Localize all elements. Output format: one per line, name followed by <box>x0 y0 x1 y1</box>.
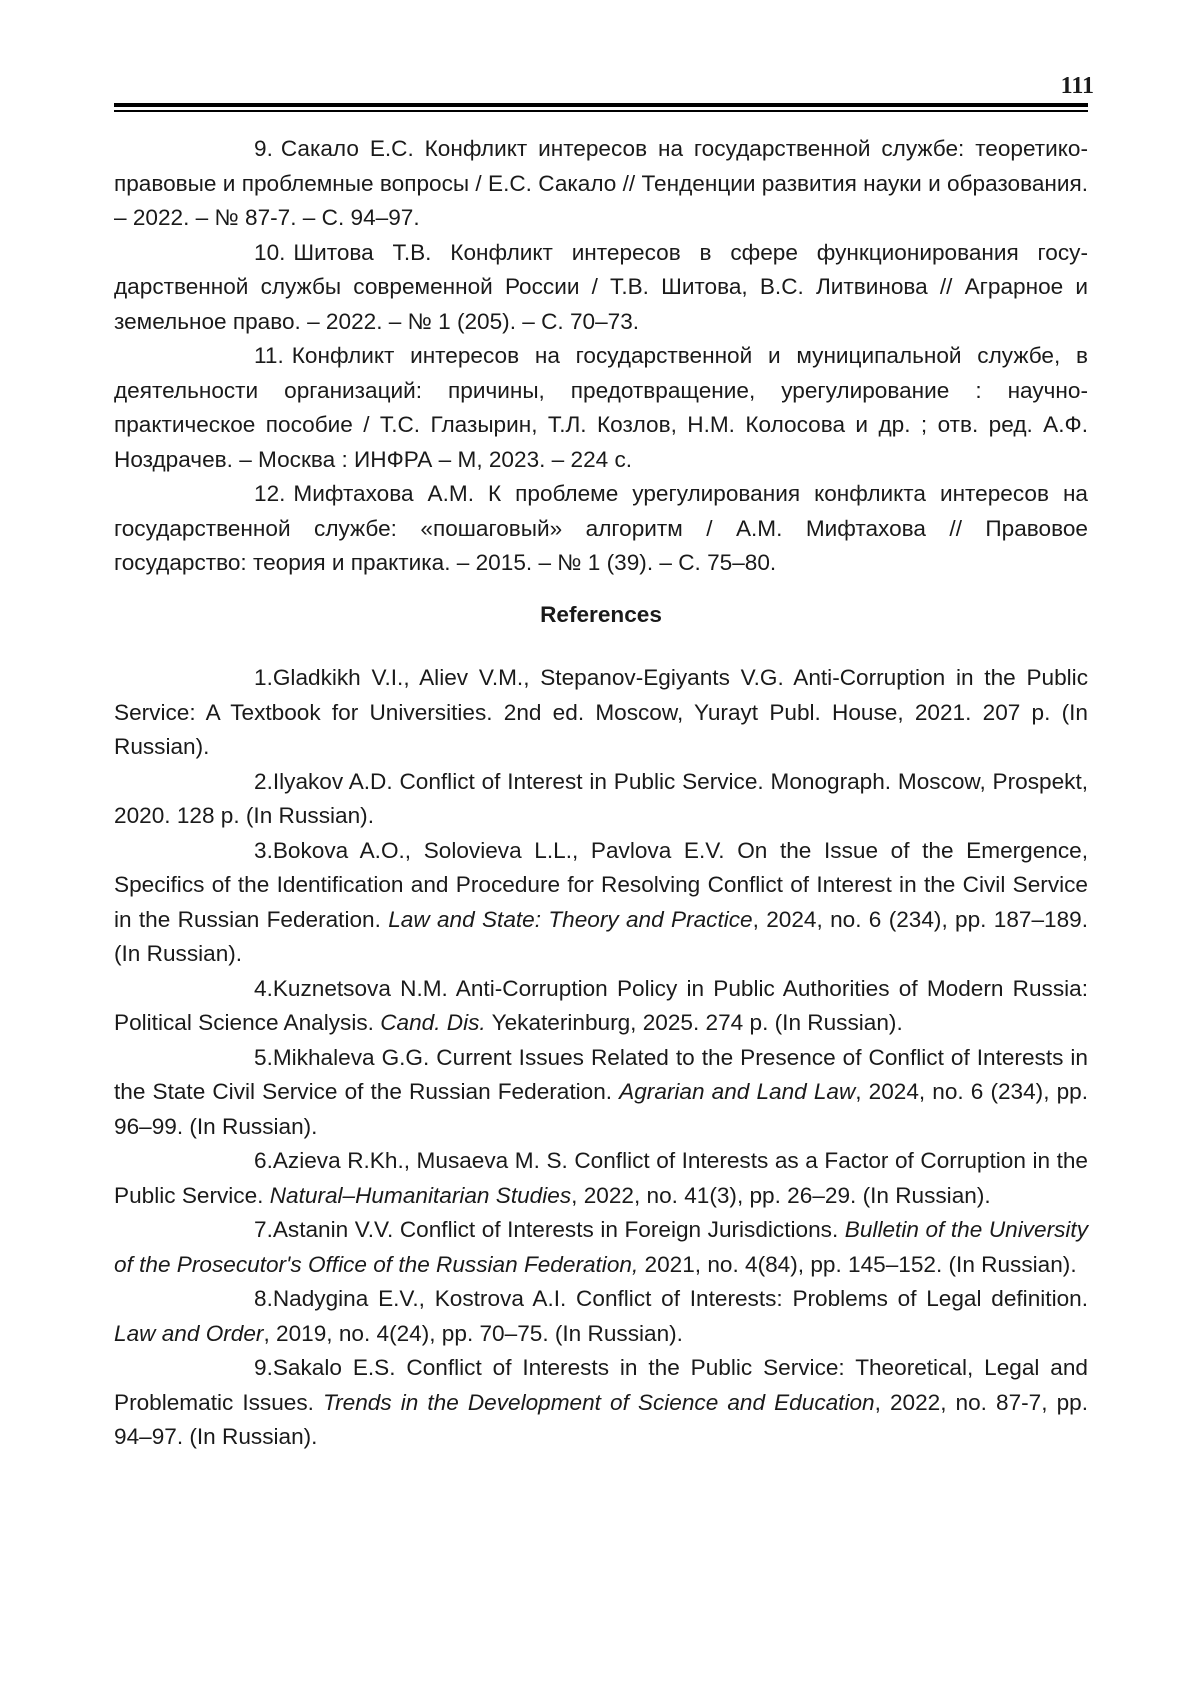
references-heading: References <box>540 601 662 627</box>
reference-text: Мифтахова А.М. К проблеме урегулирования конфликта интересов на государственной службе: «пошаговый» алгоритм / А.М. Мифтахова // Правовое государство: теория и практика. – 2015. – № 1 (39). – С. 75–80. <box>114 481 1088 575</box>
reference-details: , 2024, no. 6 (234), pp. 187–189. (In Russian). <box>114 906 1089 966</box>
reference-item <box>114 1351 1088 1455</box>
reference-journal: Bulletin of the University of the Prosecutor's Office of the Russian Federation, <box>114 1217 1088 1277</box>
reference-journal: Agrarian and Land Law <box>619 1079 856 1104</box>
reference-details: 2021, no. 4(84), pp. 145–152. (In Russian). <box>638 1251 1077 1277</box>
reference-number: 8. <box>254 1286 273 1311</box>
reference-journal: Law and State: Theory and Practice <box>388 906 753 932</box>
reference-number: 12. <box>254 481 286 506</box>
reference-details: , 2022, no. 41(3), pp. 26–29. (In Russian). <box>571 1182 991 1208</box>
page-number: 111 <box>1060 73 1094 99</box>
reference-text: Bokova A.O., Solovieva L.L., Pavlova E.V. On the Issue of the Emergence, Specifics of the Identification and Procedure for Resolving Conflict of Interest in the Civil Service in the Russian Federation. <box>114 837 1088 932</box>
reference-details: , 2022, no. 87-7, pp. 94–97. (In Russian). <box>114 1389 1088 1449</box>
reference-item <box>114 132 1088 236</box>
reference-item <box>114 236 1088 340</box>
header-rule-thick <box>114 103 1088 107</box>
reference-text: Gladkikh V.I., Aliev V.M., Stepanov-Egiyants V.G. Anti-Corruption in the Public Service: A Textbook for Universities. 2nd ed. Moscow, Yurayt Publ. House, 2021. 207 p. (In Russian). <box>114 665 1088 759</box>
english-reference-list <box>114 661 1088 1455</box>
reference-number: 10. <box>254 239 286 265</box>
reference-item <box>114 477 1088 581</box>
reference-item <box>114 1144 1088 1213</box>
reference-number: 6. <box>254 1148 273 1173</box>
reference-text: Ilyakov A.D. Conflict of Interest in Public Service. Monograph. Moscow, Prospekt, 2020. 128 p. (In Russian). <box>114 768 1088 828</box>
reference-number: 3. <box>254 837 273 863</box>
reference-number: 5. <box>254 1044 273 1070</box>
page-body <box>114 132 1088 1455</box>
reference-details: Yekaterinburg, 2025. 274 p. (In Russian). <box>485 1010 903 1035</box>
reference-item <box>114 339 1088 477</box>
reference-journal: Cand. Dis. <box>380 1010 486 1035</box>
reference-details: , 2024, no. 6 (234), pp. 96–99. (In Russian). <box>114 1079 1088 1139</box>
reference-number: 9. <box>254 136 273 161</box>
header-rule-thin <box>114 110 1088 112</box>
reference-number: 1. <box>254 665 273 690</box>
reference-details: , 2019, no. 4(24), pp. 70–75. (In Russian). <box>263 1320 683 1346</box>
reference-journal: Trends in the Development of Science and Education <box>323 1389 875 1415</box>
reference-number: 7. <box>254 1217 273 1242</box>
reference-text: Kuznetsova N.M. Anti-Corruption Policy in Public Authorities of Modern Russia: Political Science Analysis. <box>114 975 1088 1035</box>
reference-journal: Natural–Humanitarian Studies <box>269 1182 572 1208</box>
reference-text: Azieva R.Kh., Musaeva M. S. Conflict of Interests as a Factor of Corruption in the Public Service. <box>114 1148 1088 1208</box>
reference-journal: Law and Order <box>114 1320 264 1346</box>
reference-text: Astanin V.V. Conflict of Interests in Foreign Jurisdictions. <box>272 1217 845 1242</box>
reference-item <box>114 972 1088 1041</box>
reference-number: 9. <box>254 1355 273 1380</box>
reference-item <box>114 1041 1088 1145</box>
reference-text: Сакало Е.С. Конфликт интересов на государственной службе: теоретико-правовые и проблемные вопросы / Е.С. Сакало // Тенденции развития науки и образования. – 2022. – № 87-7. – С. 94–97. <box>114 136 1088 230</box>
reference-item <box>114 765 1088 834</box>
reference-number: 11. <box>254 343 284 368</box>
reference-text: Шитова Т.В. Конфликт интересов в сфере функционирования государственной службы современной России / Т.В. Шитова, В.С. Литвинова // Аграрное и земельное право. – 2022. – № 1 (205). – С. 70–73. <box>114 239 1088 334</box>
reference-item <box>114 661 1088 765</box>
reference-text: Sakalo E.S. Conflict of Interests in the Public Service: Theoretical, Legal and Problematic Issues. <box>114 1355 1088 1415</box>
reference-number: 2. <box>254 768 273 794</box>
reference-item <box>114 1213 1088 1282</box>
reference-number: 4. <box>254 975 273 1001</box>
russian-reference-list <box>114 132 1088 581</box>
reference-text: Mikhaleva G.G. Current Issues Related to the Presence of Conflict of Interests in the State Civil Service of the Russian Federation. <box>114 1044 1088 1104</box>
reference-text: Nadygina E.V., Kostrova A.I. Conflict of Interests: Problems of Legal definition. <box>272 1286 1088 1311</box>
reference-item <box>114 1282 1088 1351</box>
reference-text: Конфликт интересов на государственной и муниципальной службе, в деятельности организаций: причины, предотвращение, урегулирование : научно-практическое пособие / Т.С. Глазырин, Т.Л. Козлов, Н.М. Колосова и др. ; отв. ред. А.Ф. Ноздрачев. – Москва : ИНФРА – М, 2023. – 224 с. <box>114 343 1088 472</box>
reference-item <box>114 834 1088 972</box>
